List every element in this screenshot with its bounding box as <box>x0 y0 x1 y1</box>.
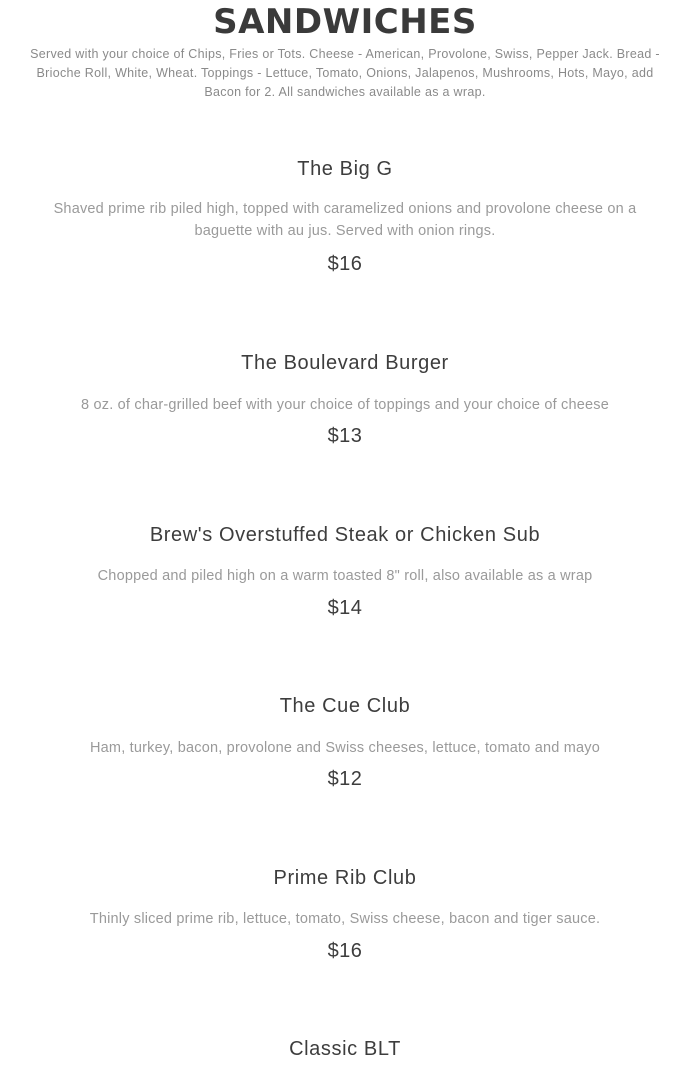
item-name: Classic BLT <box>289 1038 401 1060</box>
item-name: The Cue Club <box>279 695 411 717</box>
menu-item <box>20 156 670 277</box>
item-name: The Boulevard Burger <box>241 352 449 374</box>
menu-item <box>20 865 670 964</box>
item-price: $13 <box>327 425 363 447</box>
item-description: Chopped and piled high on a warm toasted 8" roll, also available as a wrap <box>97 568 593 584</box>
item-description: Shaved prime rib piled high, topped with caramelized onions and provolone cheese on a baguette with au jus. Served with onion rings. <box>53 201 637 239</box>
menu-item <box>20 522 670 621</box>
item-name: Prime Rib Club <box>273 867 417 889</box>
item-price: $12 <box>327 768 363 790</box>
section-intro: Served with your choice of Chips, Fries or Tots. Cheese - American, Provolone, Swiss, Pepper Jack. Bread - Brioche Roll, White, Wheat. Toppings - Lettuce, Tomato, Onions, Jalapenos, Mushrooms, Hots, Mayo, add Bacon for 2. All sandwiches available as a wrap. <box>30 47 660 99</box>
menu-item <box>20 1036 670 1062</box>
item-price: $16 <box>327 253 363 275</box>
item-description: 8 oz. of char-grilled beef with your choice of toppings and your choice of cheese <box>80 397 610 413</box>
item-price: $16 <box>327 940 363 962</box>
section-title: SANDWICHES <box>213 2 477 42</box>
menu-item <box>20 350 670 449</box>
item-description: Ham, turkey, bacon, provolone and Swiss cheeses, lettuce, tomato and mayo <box>89 740 600 756</box>
item-description: Thinly sliced prime rib, lettuce, tomato, Swiss cheese, bacon and tiger sauce. <box>89 911 601 927</box>
item-name: Brew's Overstuffed Steak or Chicken Sub <box>149 524 541 546</box>
item-price: $14 <box>327 597 363 619</box>
item-name: The Big G <box>297 158 393 180</box>
menu-item <box>20 693 670 792</box>
